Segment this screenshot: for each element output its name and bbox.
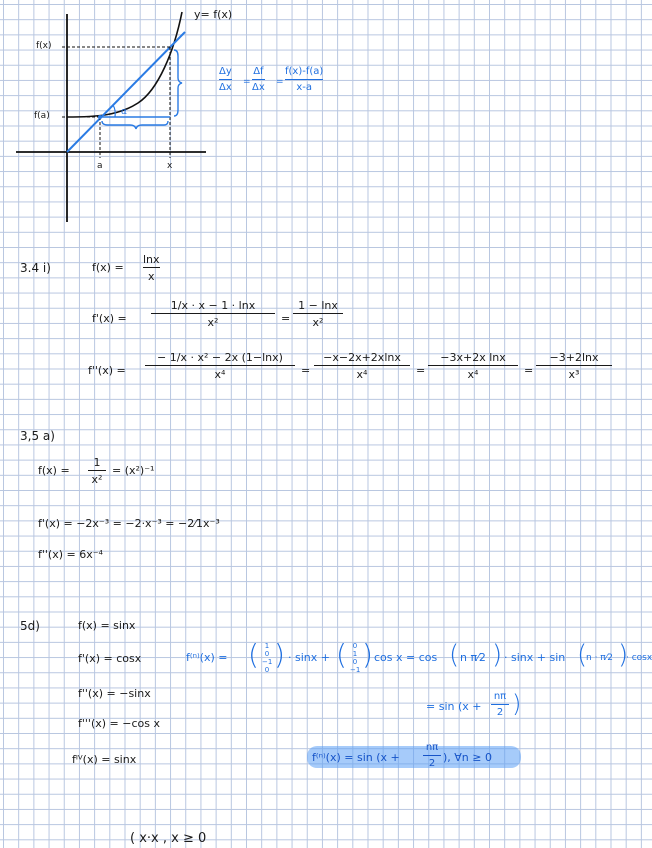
ex34-fpp-eq3: =: [524, 364, 534, 377]
ex34-f-frac: lnx x: [143, 253, 160, 283]
ex5d-cosx-eq: cos x = cos: [374, 651, 438, 664]
ex35-f-lhs: f(x) =: [38, 464, 70, 477]
bottom-piecewise: ( x·x , x ≥ 0: [130, 831, 207, 846]
ex34-fp-frac1: 1/x · x − 1 · lnx x²: [151, 300, 275, 328]
dq-eq1: =: [243, 77, 251, 87]
npi2b-rparen: ): [618, 640, 629, 670]
dq-eq2: =: [276, 77, 284, 87]
ex5d-f2: f''(x) = −sinx: [78, 687, 151, 700]
ex34-fpp-frac1: − 1/x · x² − 2x (1−lnx) x⁴: [145, 352, 295, 380]
delta-y-brace: [174, 50, 182, 116]
ex35-fpp: f''(x) = 6x⁻⁴: [38, 548, 103, 561]
ex34-fpp-frac2: −x−2x+2xlnx x⁴: [314, 352, 410, 380]
ex34-fp-eq: =: [281, 312, 291, 325]
ex34-f-lhs: f(x) =: [92, 261, 124, 274]
ex5d-label: 5d): [20, 619, 40, 633]
ex34-label: 3.4 i): [20, 261, 51, 275]
ex5d-f1: f'(x) = cosx: [78, 652, 142, 665]
function-label: y= f(x): [194, 8, 233, 21]
angle-arc: [113, 105, 115, 117]
ex5d-f0: f(x) = sinx: [78, 619, 136, 632]
ex5d-final-end: ), ∀n ≥ 0: [443, 751, 492, 764]
a-tick-label: a: [97, 161, 103, 171]
ex5d-f4: fᴵⱽ(x) = sinx: [72, 753, 137, 766]
dq-df-dx: Δf Δx: [252, 66, 265, 93]
ex5d-line2-end: ): [512, 690, 522, 718]
ex5d-mid: · sinx + sin: [504, 651, 566, 664]
ex5d-final-frac: nπ 2: [423, 743, 441, 769]
ex34-fp-lhs: f'(x) =: [92, 312, 127, 325]
ex5d-line2-frac: nπ 2: [491, 692, 509, 718]
ex5d-npi2-b: n · π⁄2: [586, 653, 613, 663]
npi2b-lparen: (: [577, 640, 588, 670]
npi2a-rparen: ): [492, 640, 503, 670]
ex35-f-rhs: = (x²)⁻¹: [112, 464, 155, 477]
ex5d-tail: · cosx: [626, 653, 652, 663]
ex5d-vec1: 1 0 −1 0: [262, 642, 273, 674]
ex5d-npi2-a: n π⁄2: [460, 651, 486, 664]
vec1-lparen: (: [248, 638, 259, 671]
ex5d-general-lhs: f⁽ⁿ⁾(x) =: [186, 651, 228, 664]
fa-label: f(a): [34, 111, 50, 121]
ex35-f-frac: 1 x²: [88, 457, 106, 485]
function-curve: [67, 12, 182, 117]
delta-x-brace: [102, 121, 168, 129]
ex34-fpp-eq2: =: [416, 364, 426, 377]
dq-full: f(x)-f(a) x-a: [285, 66, 324, 93]
x-tick-label: x: [167, 161, 173, 171]
ex35-label: 3,5 a): [20, 429, 55, 443]
point-a: [98, 115, 102, 119]
dq-dy-dx: Δy Δx: [219, 66, 232, 93]
ex34-fpp-frac4: −3+2lnx x³: [536, 352, 612, 380]
secant-line: [67, 32, 185, 152]
ex34-fp-frac2: 1 − lnx x²: [293, 300, 343, 328]
ex34-fpp-eq1: =: [301, 364, 311, 377]
alpha-label: α: [121, 107, 127, 117]
ex5d-vec2: 0 1 0 −1: [350, 642, 361, 674]
ex5d-f3: f'''(x) = −cos x: [78, 717, 160, 730]
npi2a-lparen: (: [449, 640, 460, 670]
ex34-fpp-lhs: f''(x) =: [88, 364, 126, 377]
fx-label: f(x): [36, 41, 52, 51]
ex5d-final: f⁽ⁿ⁾(x) = sin (x +: [312, 751, 400, 764]
vec2-lparen: (: [336, 638, 347, 671]
ex35-fp: f'(x) = −2x⁻³ = −2·x⁻³ = −2⁄1x⁻³: [38, 517, 220, 530]
ex5d-line2: = sin (x +: [426, 700, 482, 713]
ex5d-sinx: · sinx +: [288, 651, 330, 664]
vec2-rparen: ): [362, 638, 373, 671]
vec1-rparen: ): [274, 638, 285, 671]
ex34-fpp-frac3: −3x+2x lnx x⁴: [428, 352, 518, 380]
